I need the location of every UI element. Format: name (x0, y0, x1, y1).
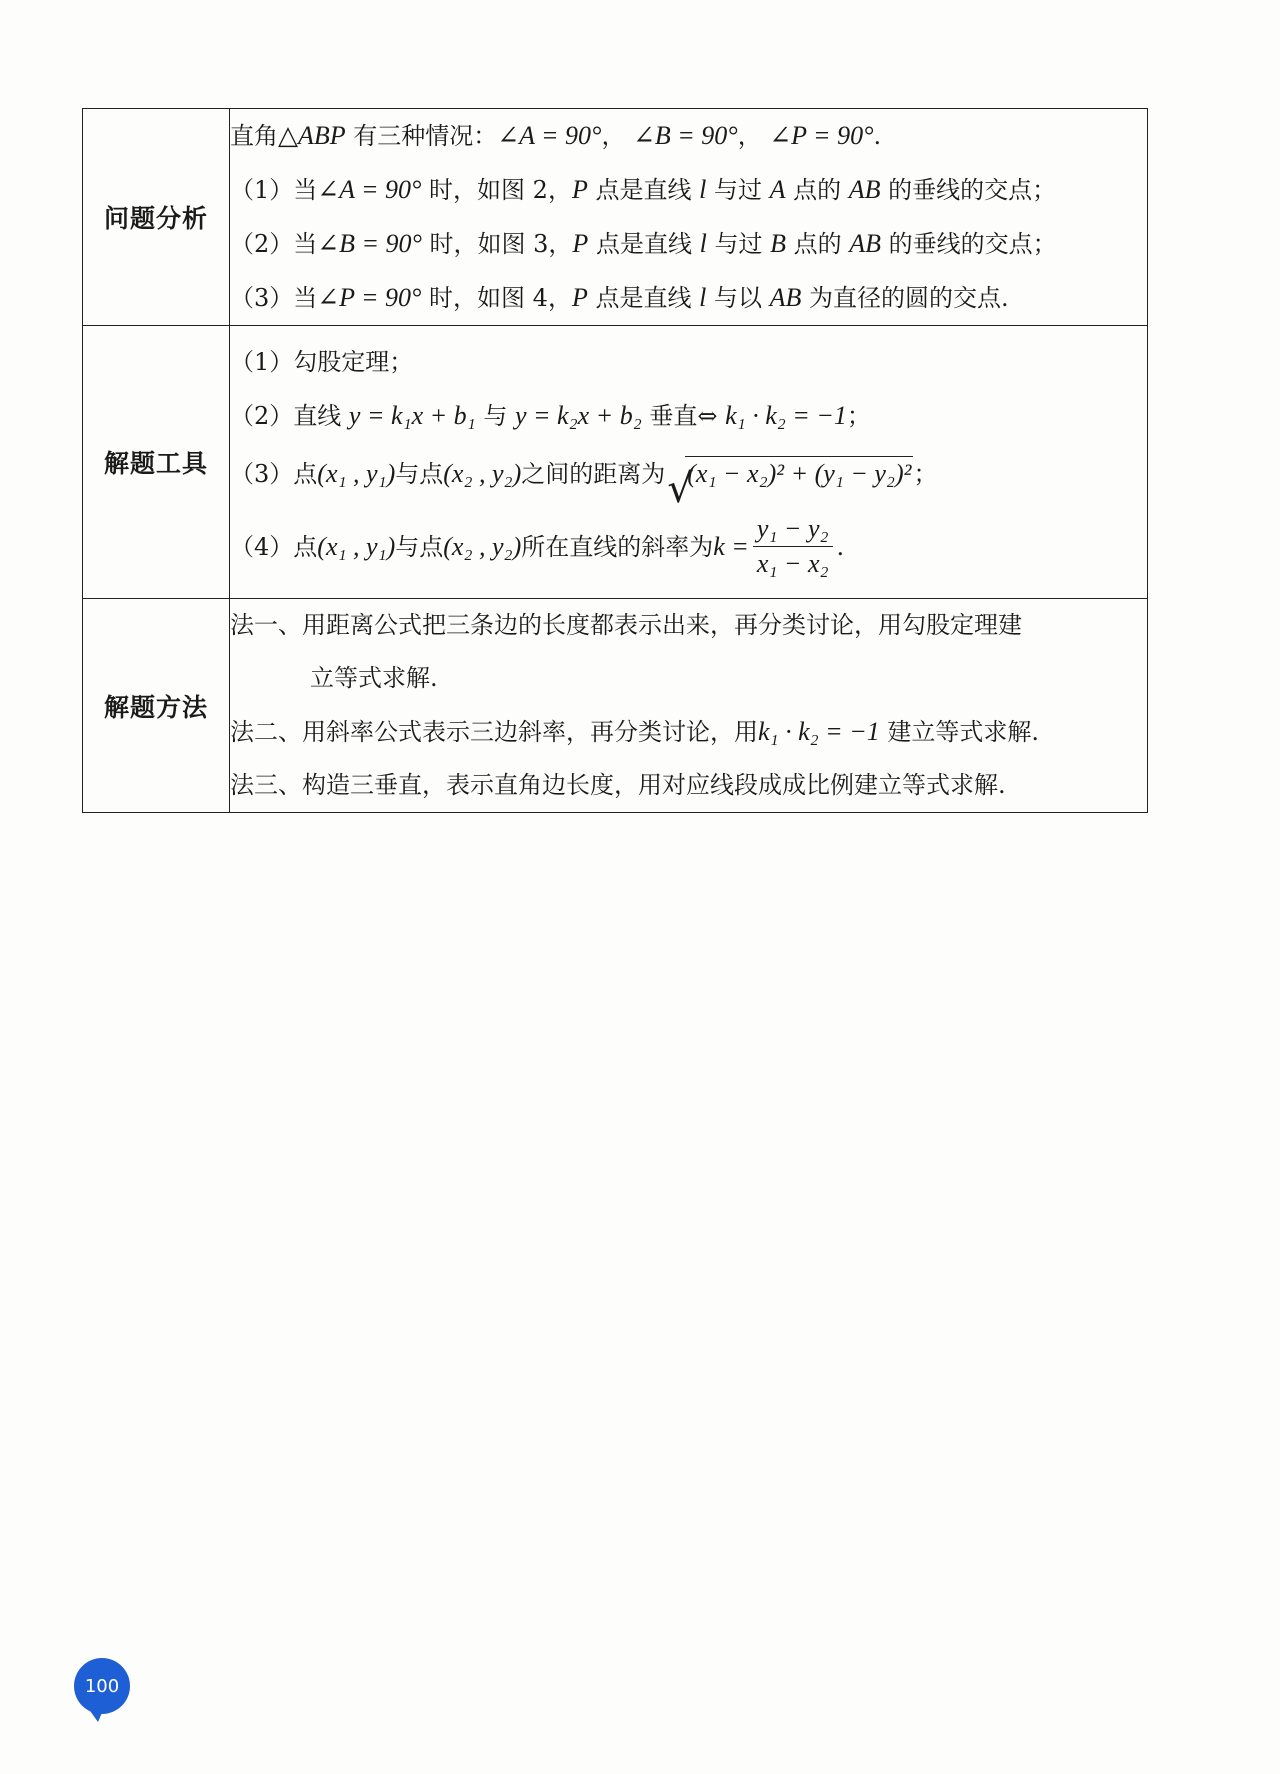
case-text: 与以 (706, 284, 770, 312)
sqrt-expression (667, 443, 913, 512)
slope-product: k₁ · k₂ = −1 (725, 400, 847, 430)
tool-text: 之间的距离为 (521, 459, 666, 488)
tool-perpendicular (230, 389, 1147, 443)
analysis-case-1 (230, 163, 1147, 217)
line-equation-1: y = k₁x + b₁ (348, 400, 476, 430)
method-text: 建立等式求解. (879, 718, 1040, 746)
point-1: (x₁ , y₁) (317, 531, 396, 561)
table-row-analysis (83, 109, 1148, 326)
line-l: l (699, 175, 707, 204)
tool-text: 与点 (395, 532, 444, 561)
table-row-tools (83, 326, 1148, 599)
row-label-methods: 解题方法 (83, 599, 230, 813)
tool-end: ； (913, 459, 938, 488)
table-row-methods (83, 599, 1148, 813)
point-name: A (769, 175, 786, 204)
slope-product: k₁ · k₂ = −1 (758, 717, 880, 746)
case-angle: ∠A = 90° (317, 175, 422, 204)
point-2: (x₂ , y₂) (443, 531, 522, 561)
tool-end: . (836, 532, 845, 561)
segment-ab: AB (849, 229, 881, 258)
point-name: B (770, 229, 786, 258)
separator: ， (737, 122, 762, 150)
analysis-intro (230, 109, 1147, 163)
case-text: 与过 (706, 176, 770, 204)
tool-text: 垂直⇔ (641, 401, 726, 430)
point-p: P (571, 283, 588, 312)
case-angle: ∠B = 90° (317, 229, 422, 258)
page-number-badge: 100 (74, 1658, 130, 1714)
analysis-case-3 (230, 271, 1147, 325)
period: . (873, 122, 882, 150)
case-number: （1）当 (230, 176, 318, 204)
tool-slope (230, 505, 1147, 589)
tool-text: 与 (475, 401, 515, 430)
case-text: 点的 (785, 230, 850, 258)
case-text: 点是直线 (587, 176, 700, 204)
tool-pythagorean: （1）勾股定理； (230, 347, 414, 376)
intro-text: 直角 (230, 122, 278, 150)
slope-k: k = (713, 531, 749, 561)
analysis-content (230, 109, 1148, 326)
case-text: 时，如图 2， (421, 176, 572, 204)
case-text: 的垂线的交点； (881, 230, 1057, 258)
row-label-tools: 解题工具 (83, 326, 230, 599)
case-text: 时，如图 4， (421, 284, 572, 312)
point-2: (x₂ , y₂) (443, 458, 522, 488)
method-1-line-2: 立等式求解. (310, 664, 438, 692)
case-text: 时，如图 3， (421, 230, 573, 258)
segment-ab: AB (848, 175, 881, 204)
methods-content (230, 599, 1148, 813)
tool-text: 与点 (395, 459, 444, 488)
fraction-denominator: x₁ − x₂ (756, 549, 829, 578)
triangle-name: ABP (298, 121, 346, 150)
case-angle-b: ∠B = 90° (633, 121, 738, 150)
fraction-numerator: y₁ − y₂ (753, 514, 833, 547)
triangle-symbol: △ (278, 121, 298, 150)
segment-ab: AB (769, 283, 802, 312)
tool-distance (230, 443, 1147, 512)
method-3: 法三、构造三垂直，表示直角边长度，用对应线段成成比例建立等式求解. (230, 771, 1006, 799)
case-text: 为直径的圆的交点. (801, 284, 1009, 312)
distance-radicand: (x₁ − x₂)² + (y₁ − y₂)² (685, 456, 913, 491)
line-l: l (699, 283, 707, 312)
method-1-line-1: 法一、用距离公式把三条边的长度都表示出来，再分类讨论，用勾股定理建 (230, 611, 1022, 639)
method-2 (230, 705, 1147, 759)
case-text: 与过 (706, 230, 771, 258)
analysis-case-2 (230, 217, 1147, 271)
slope-fraction (753, 514, 833, 579)
point-p: P (572, 229, 589, 258)
case-angle: ∠P = 90° (317, 283, 422, 312)
case-angle-a: ∠A = 90° (497, 121, 602, 150)
case-number: （2）当 (230, 230, 318, 258)
case-text: 点的 (785, 176, 849, 204)
point-p: P (571, 175, 588, 204)
tool-text: 所在直线的斜率为 (521, 532, 714, 561)
case-text: 的垂线的交点； (880, 176, 1057, 204)
point-1: (x₁ , y₁) (317, 458, 396, 488)
intro-text-2: 有三种情况： (345, 122, 498, 150)
tool-end: ； (846, 401, 871, 430)
case-text: 点是直线 (588, 230, 700, 258)
method-summary-table (82, 108, 1148, 813)
tool-number: （2）直线 (230, 401, 349, 430)
separator: ， (601, 122, 626, 150)
case-angle-p: ∠P = 90° (769, 121, 874, 150)
radical-sign-icon: √ (667, 465, 693, 512)
line-equation-2: y = k₂x + b₂ (514, 400, 642, 430)
case-text: 点是直线 (587, 284, 700, 312)
case-number: （3）当 (230, 284, 318, 312)
tool-number: （4）点 (230, 532, 318, 561)
tool-number: （3）点 (230, 459, 318, 488)
line-l: l (699, 229, 707, 258)
method-text: 法二、用斜率公式表示三边斜率，再分类讨论，用 (230, 718, 758, 746)
row-label-analysis: 问题分析 (83, 109, 230, 326)
tools-content (230, 326, 1148, 599)
